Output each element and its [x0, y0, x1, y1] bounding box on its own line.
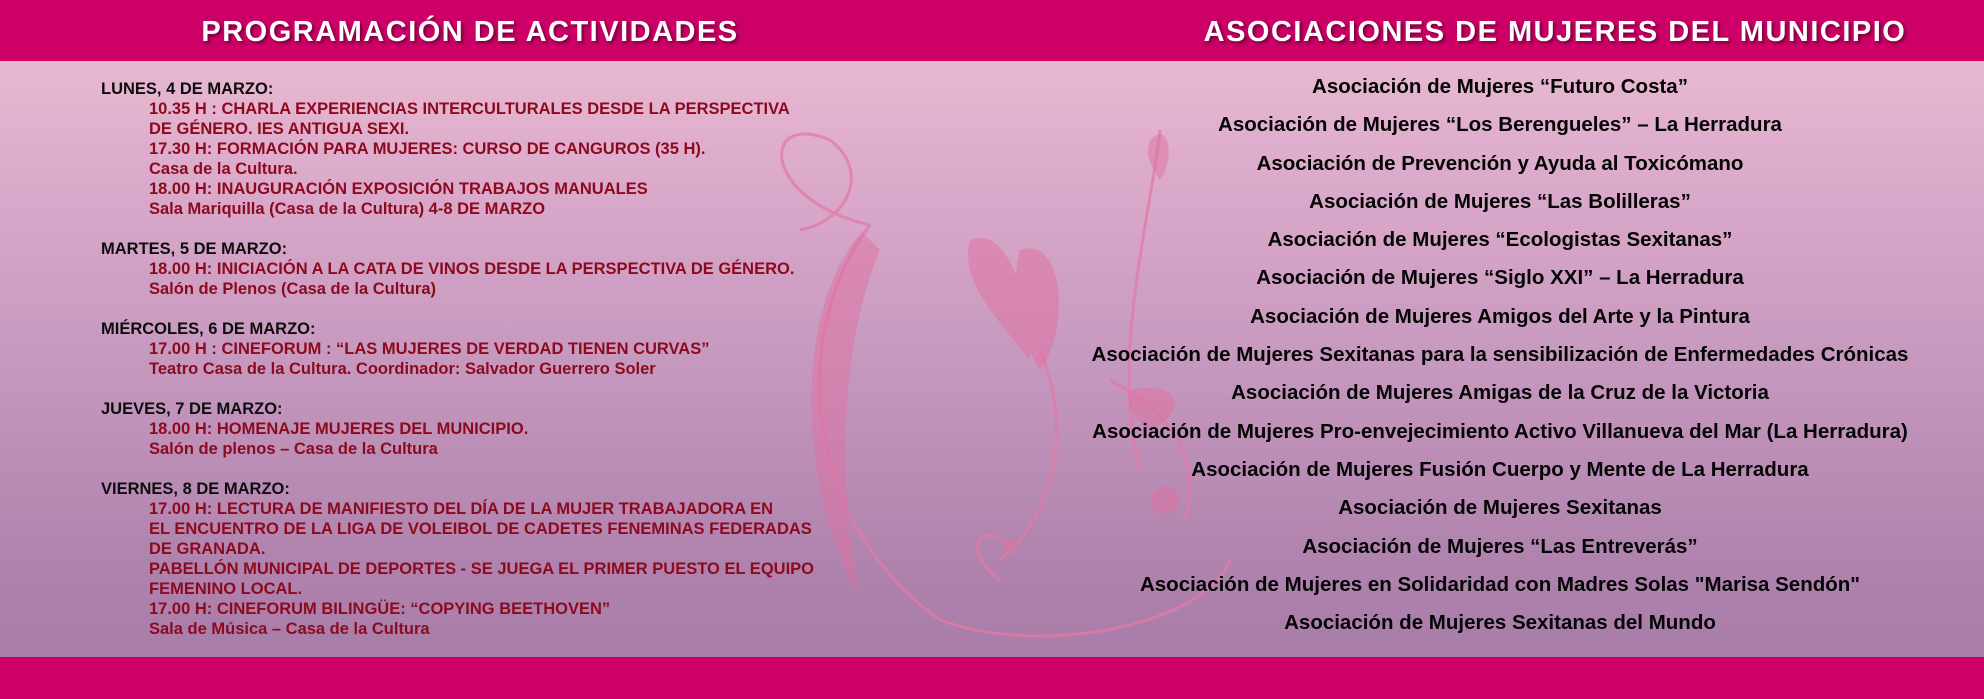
activities-schedule [101, 79, 881, 659]
activity-line: DE GRANADA. [149, 540, 266, 558]
association-item: Asociación de Mujeres “Futuro Costa” [1312, 75, 1688, 98]
day-title: JUEVES, 7 DE MARZO: [101, 400, 283, 418]
activity-line: 18.00 H: INAUGURACIÓN EXPOSICIÓN TRABAJOS MANUALES [149, 180, 648, 198]
activity-line: 17.30 H: FORMACIÓN PARA MUJERES: CURSO DE CANGUROS (35 H). [149, 140, 706, 158]
schedule-day [101, 79, 881, 219]
association-item: Asociación de Mujeres Pro-envejecimiento Activo Villanueva del Mar (La Herradura) [1092, 419, 1908, 443]
schedule-day [101, 479, 881, 639]
association-item: Asociación de Mujeres Amigos del Arte y la Pintura [1250, 304, 1750, 328]
left-section-header: PROGRAMACIÓN DE ACTIVIDADES [201, 16, 739, 48]
activity-line: 17.00 H: CINEFORUM BILINGÜE: “COPYING BEETHOVEN” [149, 600, 611, 618]
schedule-day [101, 399, 881, 459]
association-item: Asociación de Mujeres Amigas de la Cruz de la Victoria [1231, 381, 1769, 405]
activity-line: EL ENCUENTRO DE LA LIGA DE VOLEIBOL DE CADETES FENEMINAS FEDERADAS [149, 520, 812, 538]
activity-line: 18.00 H: HOMENAJE MUJERES DEL MUNICIPIO. [149, 420, 529, 438]
day-title: MIÉRCOLES, 6 DE MARZO: [101, 320, 316, 338]
activity-line: Salón de Plenos (Casa de la Cultura) [149, 280, 436, 298]
activity-line: PABELLÓN MUNICIPAL DE DEPORTES - SE JUEGA EL PRIMER PUESTO EL EQUIPO [149, 560, 814, 578]
activity-line: Sala de Música – Casa de la Cultura [149, 620, 430, 638]
activity-line: 17.00 H : CINEFORUM : “LAS MUJERES DE VERDAD TIENEN CURVAS” [149, 340, 710, 358]
association-item: Asociación de Mujeres Sexitanas para la sensibilización de Enfermedades Crónicas [1091, 343, 1909, 367]
day-title: VIERNES, 8 DE MARZO: [101, 480, 290, 498]
activity-line: Salón de plenos – Casa de la Cultura [149, 440, 438, 458]
activity-line: 10.35 H : CHARLA EXPERIENCIAS INTERCULTURALES DESDE LA PERSPECTIVA [149, 100, 790, 118]
association-item: Asociación de Mujeres Sexitanas [1338, 496, 1662, 520]
day-title: MARTES, 5 DE MARZO: [101, 240, 288, 258]
association-item: Asociación de Mujeres “Los Berengueles” – La Herradura [1218, 113, 1782, 137]
activity-line: Teatro Casa de la Cultura. Coordinador: Salvador Guerrero Soler [149, 360, 656, 378]
association-item: Asociación de Mujeres “Las Bolilleras” [1309, 189, 1691, 213]
association-item: Asociación de Prevención y Ayuda al Toxicómano [1256, 151, 1744, 175]
schedule-day [101, 239, 881, 299]
association-item: Asociación de Mujeres “Siglo XXI” – La Herradura [1256, 266, 1744, 290]
day-title: LUNES, 4 DE MARZO: [101, 80, 274, 98]
activity-line: FEMENINO LOCAL. [149, 580, 303, 598]
association-item: Asociación de Mujeres Fusión Cuerpo y Mente de La Herradura [1191, 457, 1809, 481]
activity-line: 18.00 H: INICIACIÓN A LA CATA DE VINOS DESDE LA PERSPECTIVA DE GÉNERO. [149, 260, 795, 278]
association-item: Asociación de Mujeres “Las Entreverás” [1302, 534, 1698, 558]
activity-line: Casa de la Cultura. [149, 160, 298, 178]
schedule-day [101, 319, 881, 379]
association-item: Asociación de Mujeres en Solidaridad con Madres Solas "Marisa Sendón" [1139, 572, 1861, 596]
association-item: Asociación de Mujeres Sexitanas del Mundo [1284, 611, 1716, 635]
right-section-header: ASOCIACIONES DE MUJERES DEL MUNICIPIO [1203, 16, 1907, 48]
activity-line: Sala Mariquilla (Casa de la Cultura) 4-8 DE MARZO [149, 200, 546, 218]
activity-line: 17.00 H: LECTURA DE MANIFIESTO DEL DÍA DE LA MUJER TRABAJADORA EN [149, 500, 774, 518]
association-item: Asociación de Mujeres “Ecologistas Sexitanas” [1267, 228, 1733, 252]
associations-list [1080, 73, 1920, 647]
activity-line: DE GÉNERO. IES ANTIGUA SEXI. [149, 120, 410, 138]
